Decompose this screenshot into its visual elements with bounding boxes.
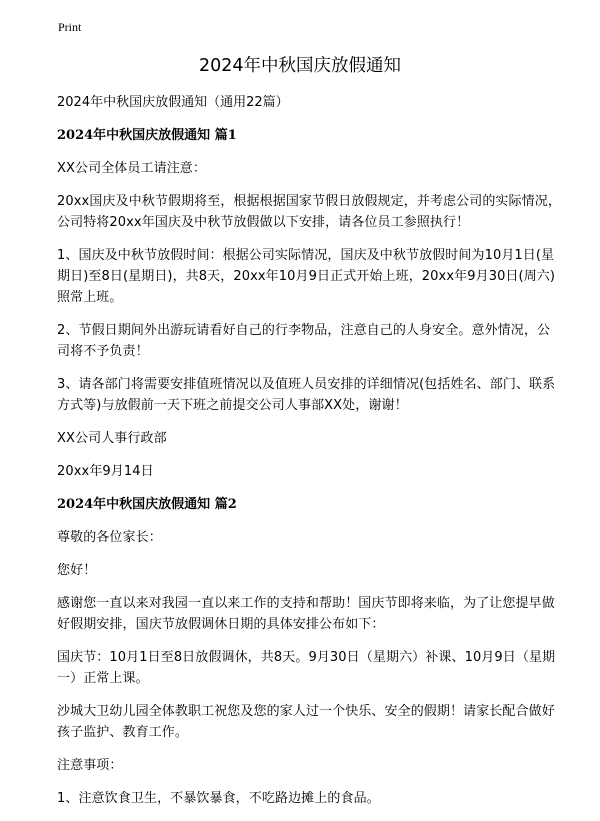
- section-2-paragraph-1: 感谢您一直以来对我园一直以来工作的支持和帮助！国庆节即将来临，为了让您提早做好假期安排，国庆节放假调休日期的具体安排公布如下：: [57, 596, 555, 632]
- page-title: 2024年中秋国庆放假通知: [198, 56, 402, 76]
- section-2-notes-title: 注意事项：: [57, 758, 123, 773]
- section-1-paragraph-2: 1、国庆及中秋节放假时间：根据公司实际情况，国庆及中秋节放假时间为10月1日(星期日)至8日(星期日)，共8天，20xx年10月9日正式开始上班，20xx年9月30日(周六)照常上班。: [57, 248, 556, 305]
- section-2-hello: 您好！: [57, 563, 97, 578]
- section-1-paragraph-3: 2、节假日期间外出游玩请看好自己的行李物品，注意自己的人身安全。意外情况，公司将不予负责！: [57, 323, 551, 359]
- section-1-paragraph-1: 20xx国庆及中秋节假期将至，根据根据国家节假日放假规定，并考虑公司的实际情况，公司特将20xx年国庆及中秋节放假做以下安排，请各位员工参照执行！: [57, 194, 561, 230]
- section-1-greeting: XX公司全体员工请注意：: [57, 161, 207, 176]
- section-2-paragraph-2: 国庆节：10月1日至8日放假调休，共8天。9月30日（星期六）补课、10月9日（星期一）正常上课。: [57, 650, 556, 686]
- section-2-paragraph-3: 沙城大卫幼儿园全体教职工祝您及您的家人过一个快乐、安全的假期！请家长配合做好孩子监护、教育工作。: [57, 704, 555, 740]
- document-subtitle: 2024年中秋国庆放假通知（通用22篇）: [57, 95, 289, 110]
- section-2-greeting: 尊敬的各位家长：: [57, 530, 162, 545]
- section-1-heading: 2024年中秋国庆放假通知 篇1: [57, 128, 237, 143]
- section-2-heading: 2024年中秋国庆放假通知 篇2: [57, 497, 237, 512]
- print-link[interactable]: Print: [58, 20, 82, 34]
- section-1-signature: XX公司人事行政部: [57, 431, 167, 446]
- section-2-note-1: 1、注意饮食卫生，不暴饮暴食，不吃路边摊上的食品。: [57, 791, 380, 806]
- section-1-date: 20xx年9月14日: [57, 464, 154, 479]
- section-1-paragraph-4: 3、请各部门将需要安排值班情况以及值班人员安排的详细情况(包括姓名、部门、联系方式等)与放假前一天下班之前提交公司人事部XX处，谢谢！: [57, 377, 556, 413]
- document-body: [57, 92, 562, 821]
